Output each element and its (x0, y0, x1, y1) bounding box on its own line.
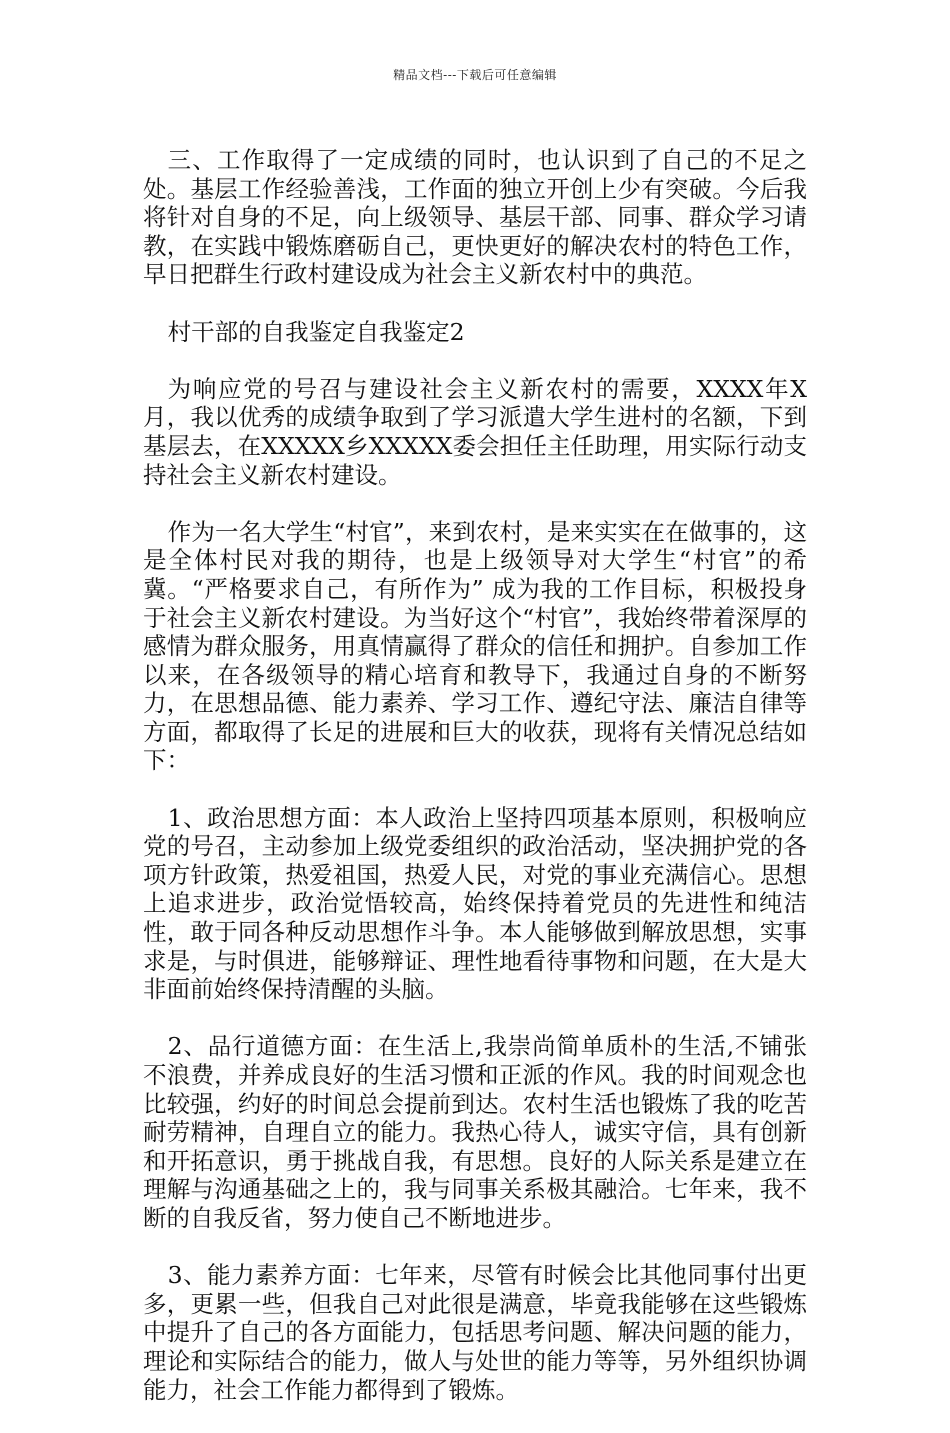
paragraph-moral-conduct: 2、品行道德方面：在生活上,我崇尚简单质朴的生活,不铺张不浪费，并养成良好的生活习惯和正派的作风。我的时间观念也比较强，约好的时间总会提前到达。农村生活也锻炼了我的吃苦耐劳精神，自理自立的能力。我热心待人，诚实守信，具有创新和开拓意识，勇于挑战自我，有思想。良好的人际关系是建立在理解与沟通基础之上的，我与同事关系极其融洽。七年来，我不断的自我反省，努力使自己不断地进步。 (143, 1032, 807, 1232)
paragraph-shortcomings: 三、工作取得了一定成绩的同时，也认识到了自己的不足之处。基层工作经验善浅，工作面的独立开创上少有突破。今后我将针对自身的不足，向上级领导、基层干部、同事、群众学习请教，在实践中锻炼磨砺自己，更快更好的解决农村的特色工作，早日把群生行政村建设成为社会主义新农村中的典范。 (143, 146, 807, 289)
paragraph-intro: 为响应党的号召与建设社会主义新农村的需要，XXXX年X月，我以优秀的成绩争取到了学习派遣大学生进村的名额，下到基层去，在XXXXX乡XXXXX委会担任主任助理，用实际行动支持社会主义新农村建设。 (143, 374, 807, 489)
section-heading: 村干部的自我鉴定自我鉴定2 (167, 317, 465, 346)
document-body (143, 146, 807, 1433)
page-header: 精品文档---下载后可任意编辑 (393, 68, 557, 82)
paragraph-village-official: 作为一名大学生“村官”，来到农村，是来实实在在做事的，这是全体村民对我的期待，也是上级领导对大学生“村官”的希冀。“严格要求自己，有所作为” 成为我的工作目标，积极投身于社会主义新农村建设。为当好这个“村官”，我始终带着深厚的感情为群众服务，用真情赢得了群众的信任和拥护。自参加工作以来，在各级领导的精心培育和教导下，我通过自身的不断努力，在思想品德、能力素养、学习工作、遵纪守法、廉洁自律等方面，都取得了长足的进展和巨大的收获，现将有关情况总结如下： (143, 517, 807, 775)
paragraph-political-thought: 1、政治思想方面：本人政治上坚持四项基本原则，积极响应党的号召，主动参加上级党委组织的政治活动，坚决拥护党的各项方针政策，热爱祖国，热爱人民，对党的事业充满信心。思想上追求进步，政治觉悟较高，始终保持着党员的先进性和纯洁性，敢于同各种反动思想作斗争。本人能够做到解放思想，实事求是，与时俱进，能够辩证、理性地看待事物和问题，在大是大非面前始终保持清醒的头脑。 (143, 803, 807, 1004)
paragraph-ability: 3、能力素养方面：七年来，尽管有时候会比其他同事付出更多，更累一些，但我自己对此很是满意，毕竟我能够在这些锻炼中提升了自己的各方面能力，包括思考问题、解决问题的能力，理论和实际结合的能力，做人与处世的能力等等，另外组织协调能力，社会工作能力都得到了锻炼。 (143, 1261, 807, 1404)
